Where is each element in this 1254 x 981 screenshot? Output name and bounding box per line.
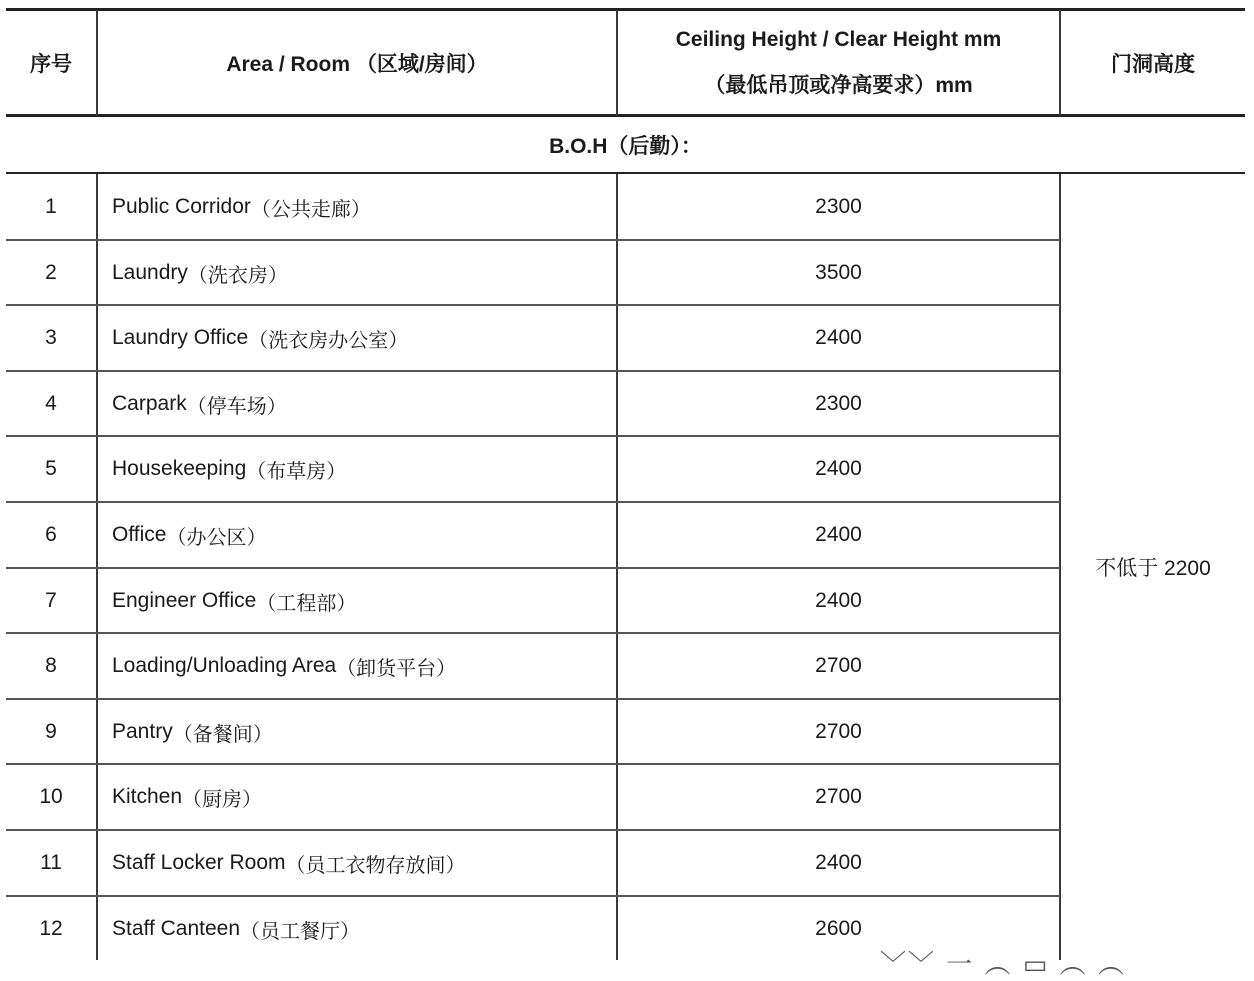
row-area bbox=[98, 633, 616, 699]
row-index: 3 bbox=[45, 326, 57, 349]
row-area-en: Laundry bbox=[112, 261, 188, 284]
row-area-en: Office bbox=[112, 523, 167, 546]
row-height: 2400 bbox=[815, 589, 862, 612]
row-index: 4 bbox=[45, 392, 57, 415]
row-area-en: Public Corridor bbox=[112, 195, 251, 218]
row-area bbox=[98, 436, 616, 502]
row-area-en: Staff Locker Room bbox=[112, 851, 286, 874]
row-index: 1 bbox=[45, 195, 57, 218]
row-height: 2700 bbox=[815, 785, 862, 808]
row-height: 2700 bbox=[815, 720, 862, 743]
row-index: 7 bbox=[45, 589, 57, 612]
row-area-en: Kitchen bbox=[112, 785, 183, 808]
row-area-en: Staff Canteen bbox=[112, 917, 241, 940]
header-ceiling-height bbox=[618, 11, 1059, 114]
row-area-cn: （停车场） bbox=[186, 393, 287, 418]
header-ceiling-line1: Ceiling Height / Clear Height mm bbox=[675, 27, 1002, 51]
door-height-text: 不低于 2200 bbox=[1095, 557, 1211, 580]
row-area bbox=[98, 371, 616, 437]
row-area-en: Loading/Unloading Area bbox=[112, 654, 337, 677]
row-area-cn: （备餐间） bbox=[172, 721, 273, 746]
row-area-cn: （洗衣房办公室） bbox=[248, 327, 409, 352]
row-area-cn: （工程部） bbox=[256, 590, 357, 615]
row-height: 2300 bbox=[815, 392, 862, 415]
row-height: 2400 bbox=[815, 457, 862, 480]
section-title-row bbox=[6, 117, 1245, 172]
row-area bbox=[98, 699, 616, 765]
row-area bbox=[98, 240, 616, 306]
row-area-cn: （洗衣房） bbox=[187, 262, 288, 287]
row-area-cn: （卸货平台） bbox=[336, 655, 457, 680]
row-height: 2600 bbox=[815, 917, 862, 940]
row-height: 2400 bbox=[815, 326, 862, 349]
row-area bbox=[98, 502, 616, 568]
row-area-cn: （员工餐厅） bbox=[240, 918, 361, 943]
row-height: 2400 bbox=[815, 523, 862, 546]
header-area-label: Area / Room （区域/房间） bbox=[226, 52, 488, 76]
row-height: 2300 bbox=[815, 195, 862, 218]
row-index: 2 bbox=[45, 261, 57, 284]
row-area bbox=[98, 764, 616, 830]
header-area bbox=[98, 11, 616, 114]
section-title: B.O.H（后勤）： bbox=[549, 134, 702, 158]
row-area-cn: （员工衣物存放间） bbox=[285, 852, 466, 877]
row-area bbox=[98, 568, 616, 634]
row-height: 3500 bbox=[815, 261, 862, 284]
row-index: 5 bbox=[45, 457, 57, 480]
row-index: 10 bbox=[39, 785, 63, 808]
row-area-en: Laundry Office bbox=[112, 326, 249, 349]
row-area bbox=[98, 830, 616, 896]
row-area-en: Housekeeping bbox=[112, 457, 247, 480]
row-area-cn: （办公区） bbox=[166, 524, 267, 549]
header-index bbox=[6, 11, 96, 114]
row-area bbox=[98, 174, 616, 240]
watermark: ﹀﹀ 一 ︵ ▭ ︵ ︵ bbox=[880, 950, 1126, 980]
row-area-en: Carpark bbox=[112, 392, 187, 415]
row-area bbox=[98, 896, 616, 962]
row-index: 12 bbox=[39, 917, 63, 940]
row-area-cn: （厨房） bbox=[182, 786, 263, 811]
row-index: 6 bbox=[45, 523, 57, 546]
row-area bbox=[98, 305, 616, 371]
header-index-label: 序号 bbox=[30, 52, 72, 76]
header-door-height bbox=[1061, 11, 1245, 114]
row-area-en: Pantry bbox=[112, 720, 173, 743]
row-index: 11 bbox=[40, 851, 62, 874]
row-index: 8 bbox=[45, 654, 57, 677]
row-area-cn: （公共走廊） bbox=[250, 196, 371, 221]
row-height: 2700 bbox=[815, 654, 862, 677]
row-index: 9 bbox=[45, 720, 57, 743]
header-door-label: 门洞高度 bbox=[1111, 52, 1195, 76]
row-area-en: Engineer Office bbox=[112, 589, 257, 612]
door-height-value bbox=[1061, 174, 1245, 960]
row-height: 2400 bbox=[815, 851, 862, 874]
header-ceiling-line2: （最低吊顶或净高要求）mm bbox=[704, 73, 973, 97]
row-area-cn: （布草房） bbox=[246, 458, 347, 483]
